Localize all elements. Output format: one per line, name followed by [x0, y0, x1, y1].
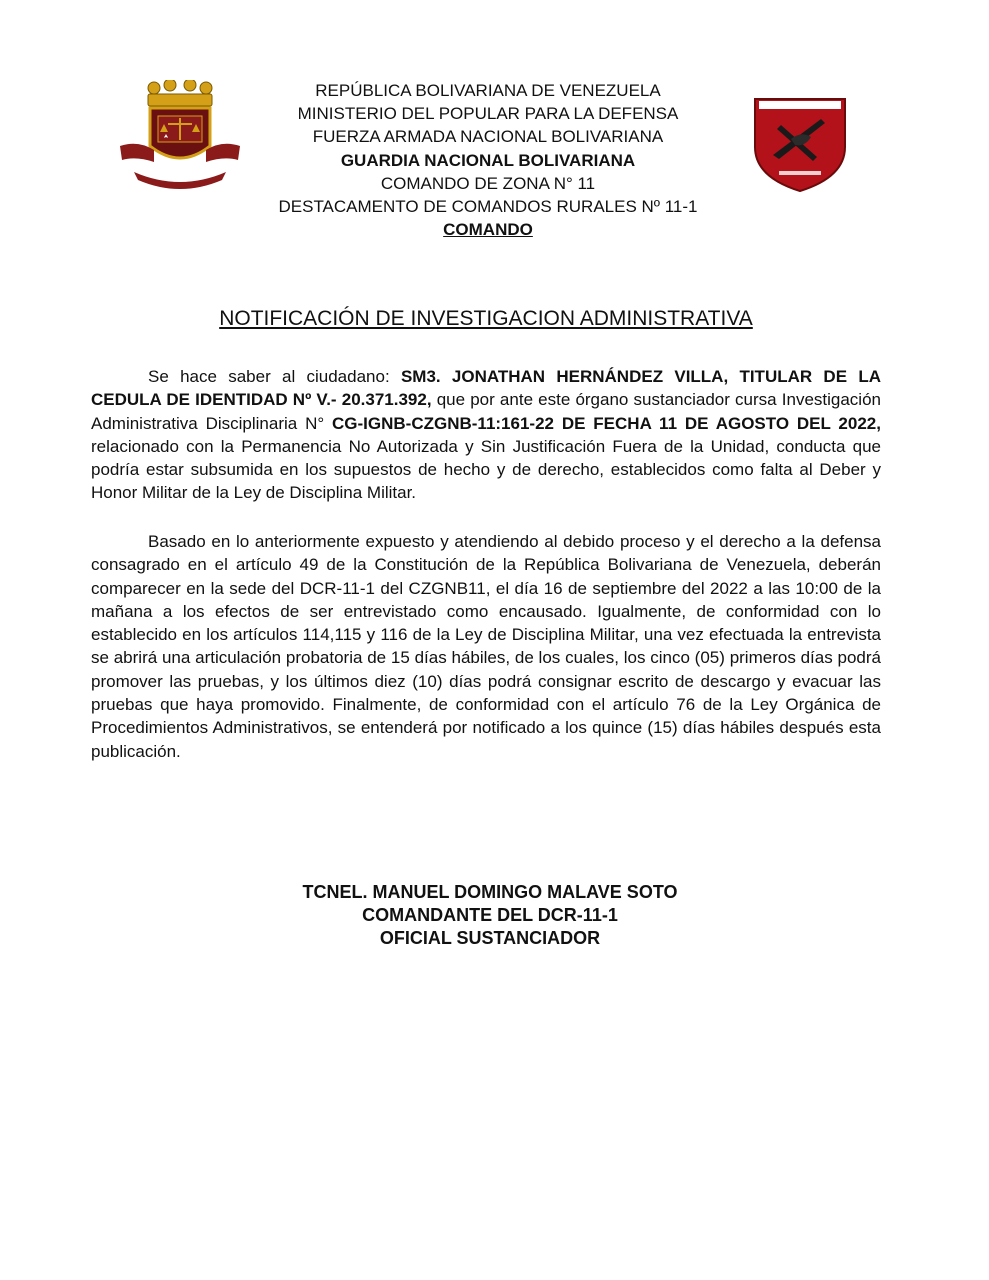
citizen-identification: SM3. JONATHAN HERNÁNDEZ VILLA, TITULAR DE LA CEDULA DE IDENTIDAD Nº V.- 20.371.392,	[91, 367, 881, 410]
paragraph1-text-1: Se hace saber al ciudadano:	[148, 367, 401, 386]
signer-name: TCNEL. MANUEL DOMINGO MALAVE SOTO	[302, 882, 678, 902]
header-line-armed-force: FUERZA ARMADA NACIONAL BOLIVARIANA	[312, 127, 664, 147]
signer-position: OFICIAL SUSTANCIADOR	[379, 928, 601, 948]
letterhead	[250, 79, 726, 241]
document-title: NOTIFICACIÓN DE INVESTIGACION ADMINISTRATIVA	[219, 307, 753, 330]
header-line-detachment: DESTACAMENTO DE COMANDOS RURALES Nº 11-1	[278, 197, 698, 217]
signer-role: COMANDANTE DEL DCR-11-1	[362, 905, 618, 925]
header-line-republic: REPÚBLICA BOLIVARIANA DE VENEZUELA	[315, 81, 661, 100]
paragraph1-text-2: que por ante este órgano sustanciador cursa Investigación Administrativa Disciplinaria N°	[91, 390, 881, 433]
header-line-comando: COMANDO	[443, 220, 533, 240]
notification-paragraph	[91, 365, 881, 505]
investigation-number: CG-IGNB-CZGNB-11:161-22 DE FECHA 11 DE AGOSTO DEL 2022,	[332, 413, 881, 433]
header-line-zone-command: COMANDO DE ZONA N° 11	[380, 173, 596, 193]
procedure-paragraph: Basado en lo anteriormente expuesto y atendiendo al debido proceso y el derecho a la defensa consagrado en el artículo 49 de la Constitución de la República Bolivariana de Venezuela, deberán comparecer en la sede del DCR-11-1 del CZGNB11, el día 16 de septiembre del 2022 a las 10:00 de la mañana a los efectos de ser entrevistado como encausado. Igualmente, de conformidad con lo establecido en los artículos 114,115 y 116 de la Ley de Disciplina Militar, una vez efectuada la entrevista se abrirá una articulación probatoria de 15 días hábiles, de los cuales, los cinco (05) primeros días podrá promover las pruebas, y los últimos diez (10) días podrá consignar escrito de descargo y evacuar las pruebas que haya promovido. Finalmente, de conformidad con el artículo 76 de la Ley Orgánica de Procedimientos Administrativos, se entenderá por notificado a los quince (15) días hábiles después esta publicación.	[91, 532, 881, 761]
signature-block	[200, 881, 780, 950]
comandos-rurales-shield-logo	[751, 95, 849, 193]
header-line-guardia: GUARDIA NACIONAL BOLIVARIANA	[340, 150, 636, 170]
header-line-ministry: MINISTERIO DEL POPULAR PARA LA DEFENSA	[297, 104, 679, 124]
paragraph1-text-3: relacionado con la Permanencia No Autorizada y Sin Justificación Fuera de la Unidad, conducta que podría estar subsumida en los supuestos de hecho y de derecho, establecidos como falta al Deber y Honor Militar de la Ley de Disciplina Militar.	[91, 436, 881, 503]
guardia-nacional-crest-logo	[118, 80, 242, 192]
